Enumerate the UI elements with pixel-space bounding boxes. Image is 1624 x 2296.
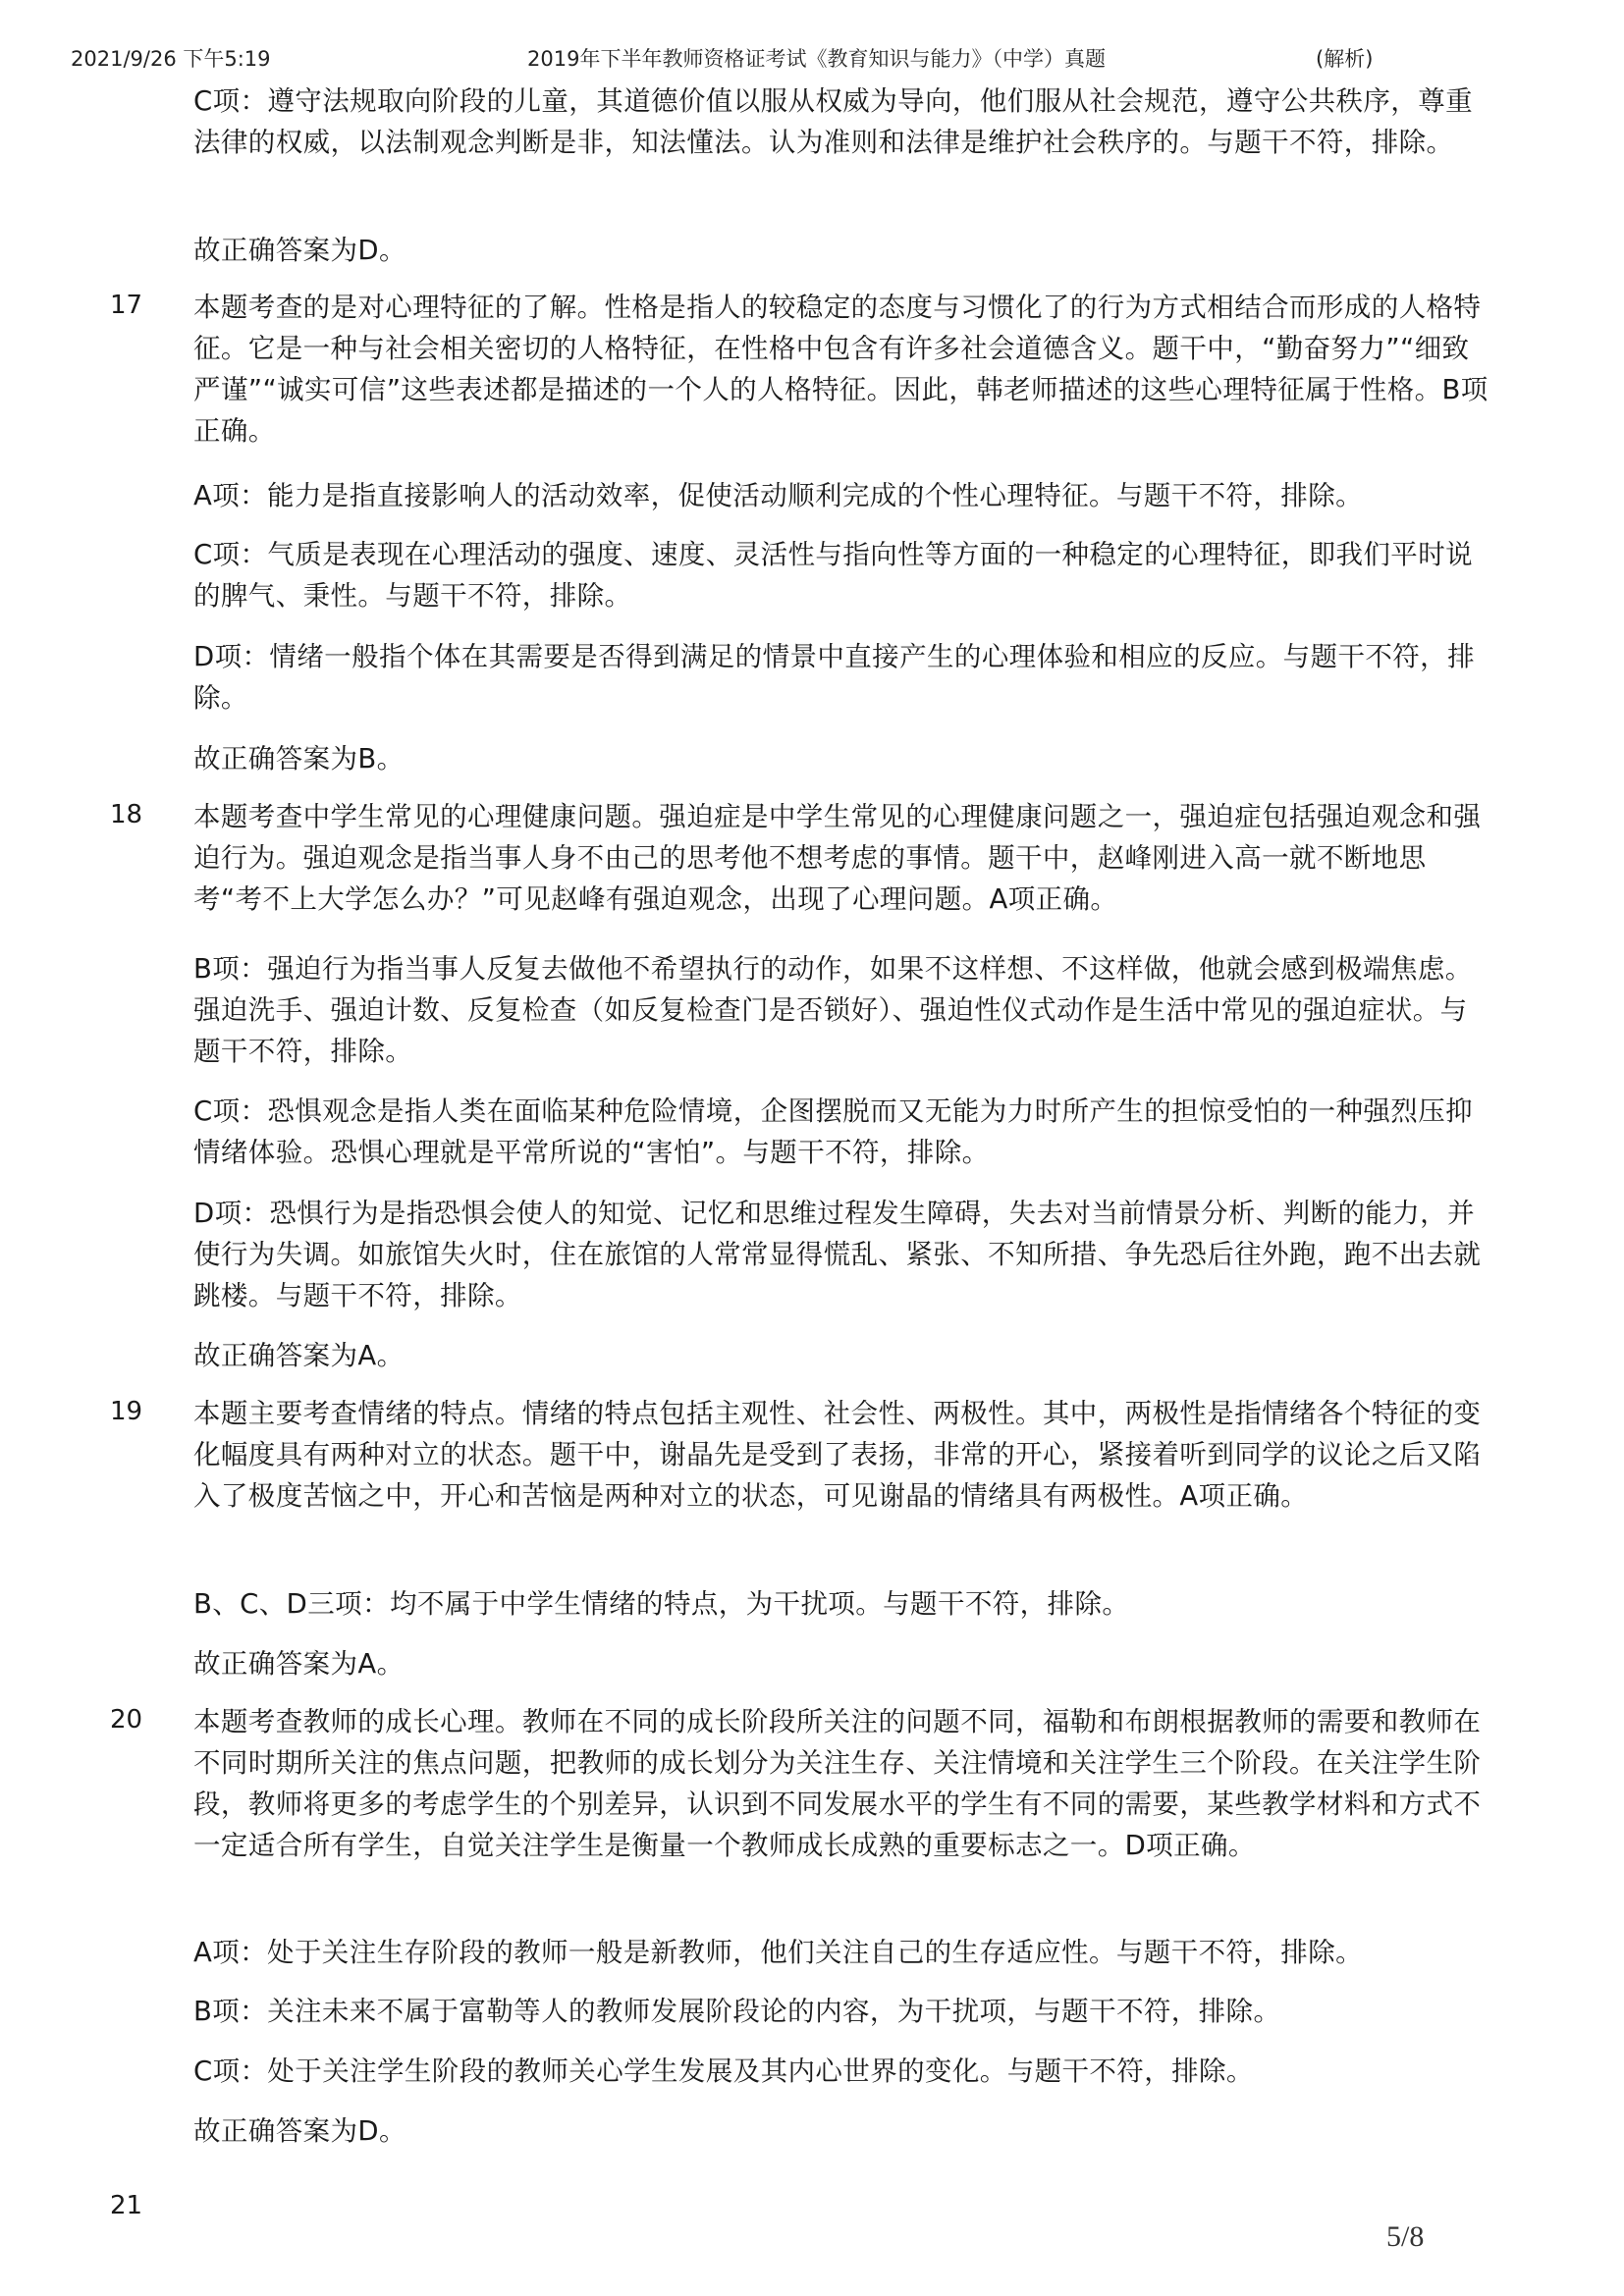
option-explanation: C项：恐惧观念是指人类在面临某种危险情境，企图摆脱而又无能为力时所产生的担惊受怕的一种强烈压抑情绪体验。恐惧心理就是平常所说的“害怕”。与题干不符，排除。	[193, 1095, 1473, 1168]
page-header	[0, 43, 1624, 73]
question-explanation: 本题主要考查情绪的特点。情绪的特点包括主观性、社会性、两极性。其中，两极性是指情绪各个特征的变化幅度具有两种对立的状态。题干中，谢晶先是受到了表扬，非常的开心，紧接着听到同学的议论之后又陷入了极度苦恼之中，开心和苦恼是两种对立的状态，可见谢晶的情绪具有两极性。A项正确。	[193, 1398, 1482, 1512]
document-tag: (解析)	[1316, 47, 1374, 71]
answer-line: 故正确答案为A。	[193, 1648, 405, 1680]
page-number: 5/8	[1386, 2220, 1425, 2253]
answer-line: 故正确答案为D。	[193, 2115, 406, 2147]
question-number: 17	[110, 291, 143, 320]
option-explanation: D项：情绪一般指个体在其需要是否得到满足的情景中直接产生的心理体验和相应的反应。与题干不符，排除。	[193, 641, 1475, 714]
answer-line: 故正确答案为A。	[193, 1340, 405, 1371]
option-explanation: B项：强迫行为指当事人反复去做他不希望执行的动作，如果不这样想、不这样做，他就会感到极端焦虑。强迫洗手、强迫计数、反复检查（如反复检查门是否锁好）、强迫性仪式动作是生活中常见的强迫症状。与题干不符，排除。	[193, 953, 1473, 1067]
question-number: 19	[110, 1397, 143, 1426]
document-title: 2019年下半年教师资格证考试《教育知识与能力》（中学）真题	[527, 47, 1106, 71]
question-explanation: 本题考查教师的成长心理。教师在不同的成长阶段所关注的问题不同，福勒和布朗根据教师的需要和教师在不同时期所关注的焦点问题，把教师的成长划分为关注生存、关注情境和关注学生三个阶段。在关注学生阶段，教师将更多的考虑学生的个别差异，认识到不同发展水平的学生有不同的需要，某些教学材料和方式不一定适合所有学生，自觉关注学生是衡量一个教师成长成熟的重要标志之一。D项正确。	[193, 1706, 1482, 1861]
question-number: 21	[110, 2191, 143, 2220]
question-explanation: 本题考查中学生常见的心理健康问题。强迫症是中学生常见的心理健康问题之一，强迫症包括强迫观念和强迫行为。强迫观念是指当事人身不由己的思考他不想考虑的事情。题干中，赵峰刚进入高一就不断地思考“考不上大学怎么办？”可见赵峰有强迫观念，出现了心理问题。A项正确。	[193, 801, 1482, 915]
question-number: 20	[110, 1705, 143, 1735]
answer-line: 故正确答案为B。	[193, 743, 405, 774]
option-explanation: B项：关注未来不属于富勒等人的教师发展阶段论的内容，为干扰项，与题干不符，排除。	[193, 1996, 1281, 2027]
answer-line: 故正确答案为D。	[193, 235, 406, 266]
option-explanation: C项：遵守法规取向阶段的儿童，其道德价值以服从权威为导向，他们服从社会规范，遵守公共秩序，尊重法律的权威，以法制观念判断是非，知法懂法。认为准则和法律是维护社会秩序的。与题干不符，排除。	[193, 85, 1473, 158]
question-explanation: 本题考查的是对心理特征的了解。性格是指人的较稳定的态度与习惯化了的行为方式相结合而形成的人格特征。它是一种与社会相关密切的人格特征，在性格中包含有许多社会道德含义。题干中，“勤奋努力”“细致严谨”“诚实可信”这些表述都是描述的一个人的人格特征。因此，韩老师描述的这些心理特征属于性格。B项正确。	[193, 292, 1489, 447]
option-explanation: A项：处于关注生存阶段的教师一般是新教师，他们关注自己的生存适应性。与题干不符，排除。	[193, 1937, 1364, 1968]
question-number: 18	[110, 800, 143, 829]
option-explanation: A项：能力是指直接影响人的活动效率，促使活动顺利完成的个性心理特征。与题干不符，排除。	[193, 480, 1364, 511]
option-explanation: C项：气质是表现在心理活动的强度、速度、灵活性与指向性等方面的一种稳定的心理特征，即我们平时说的脾气、秉性。与题干不符，排除。	[193, 539, 1473, 612]
option-explanation: B、C、D三项：均不属于中学生情绪的特点，为干扰项。与题干不符，排除。	[193, 1588, 1130, 1620]
print-date: 2021/9/26 下午5:19	[71, 47, 271, 71]
option-explanation: C项：处于关注学生阶段的教师关心学生发展及其内心世界的变化。与题干不符，排除。	[193, 2056, 1254, 2087]
option-explanation: D项：恐惧行为是指恐惧会使人的知觉、记忆和思维过程发生障碍，失去对当前情景分析、判断的能力，并使行为失调。如旅馆失火时，住在旅馆的人常常显得慌乱、紧张、不知所措、争先恐后往外跑，跑不出去就跳楼。与题干不符，排除。	[193, 1198, 1482, 1311]
